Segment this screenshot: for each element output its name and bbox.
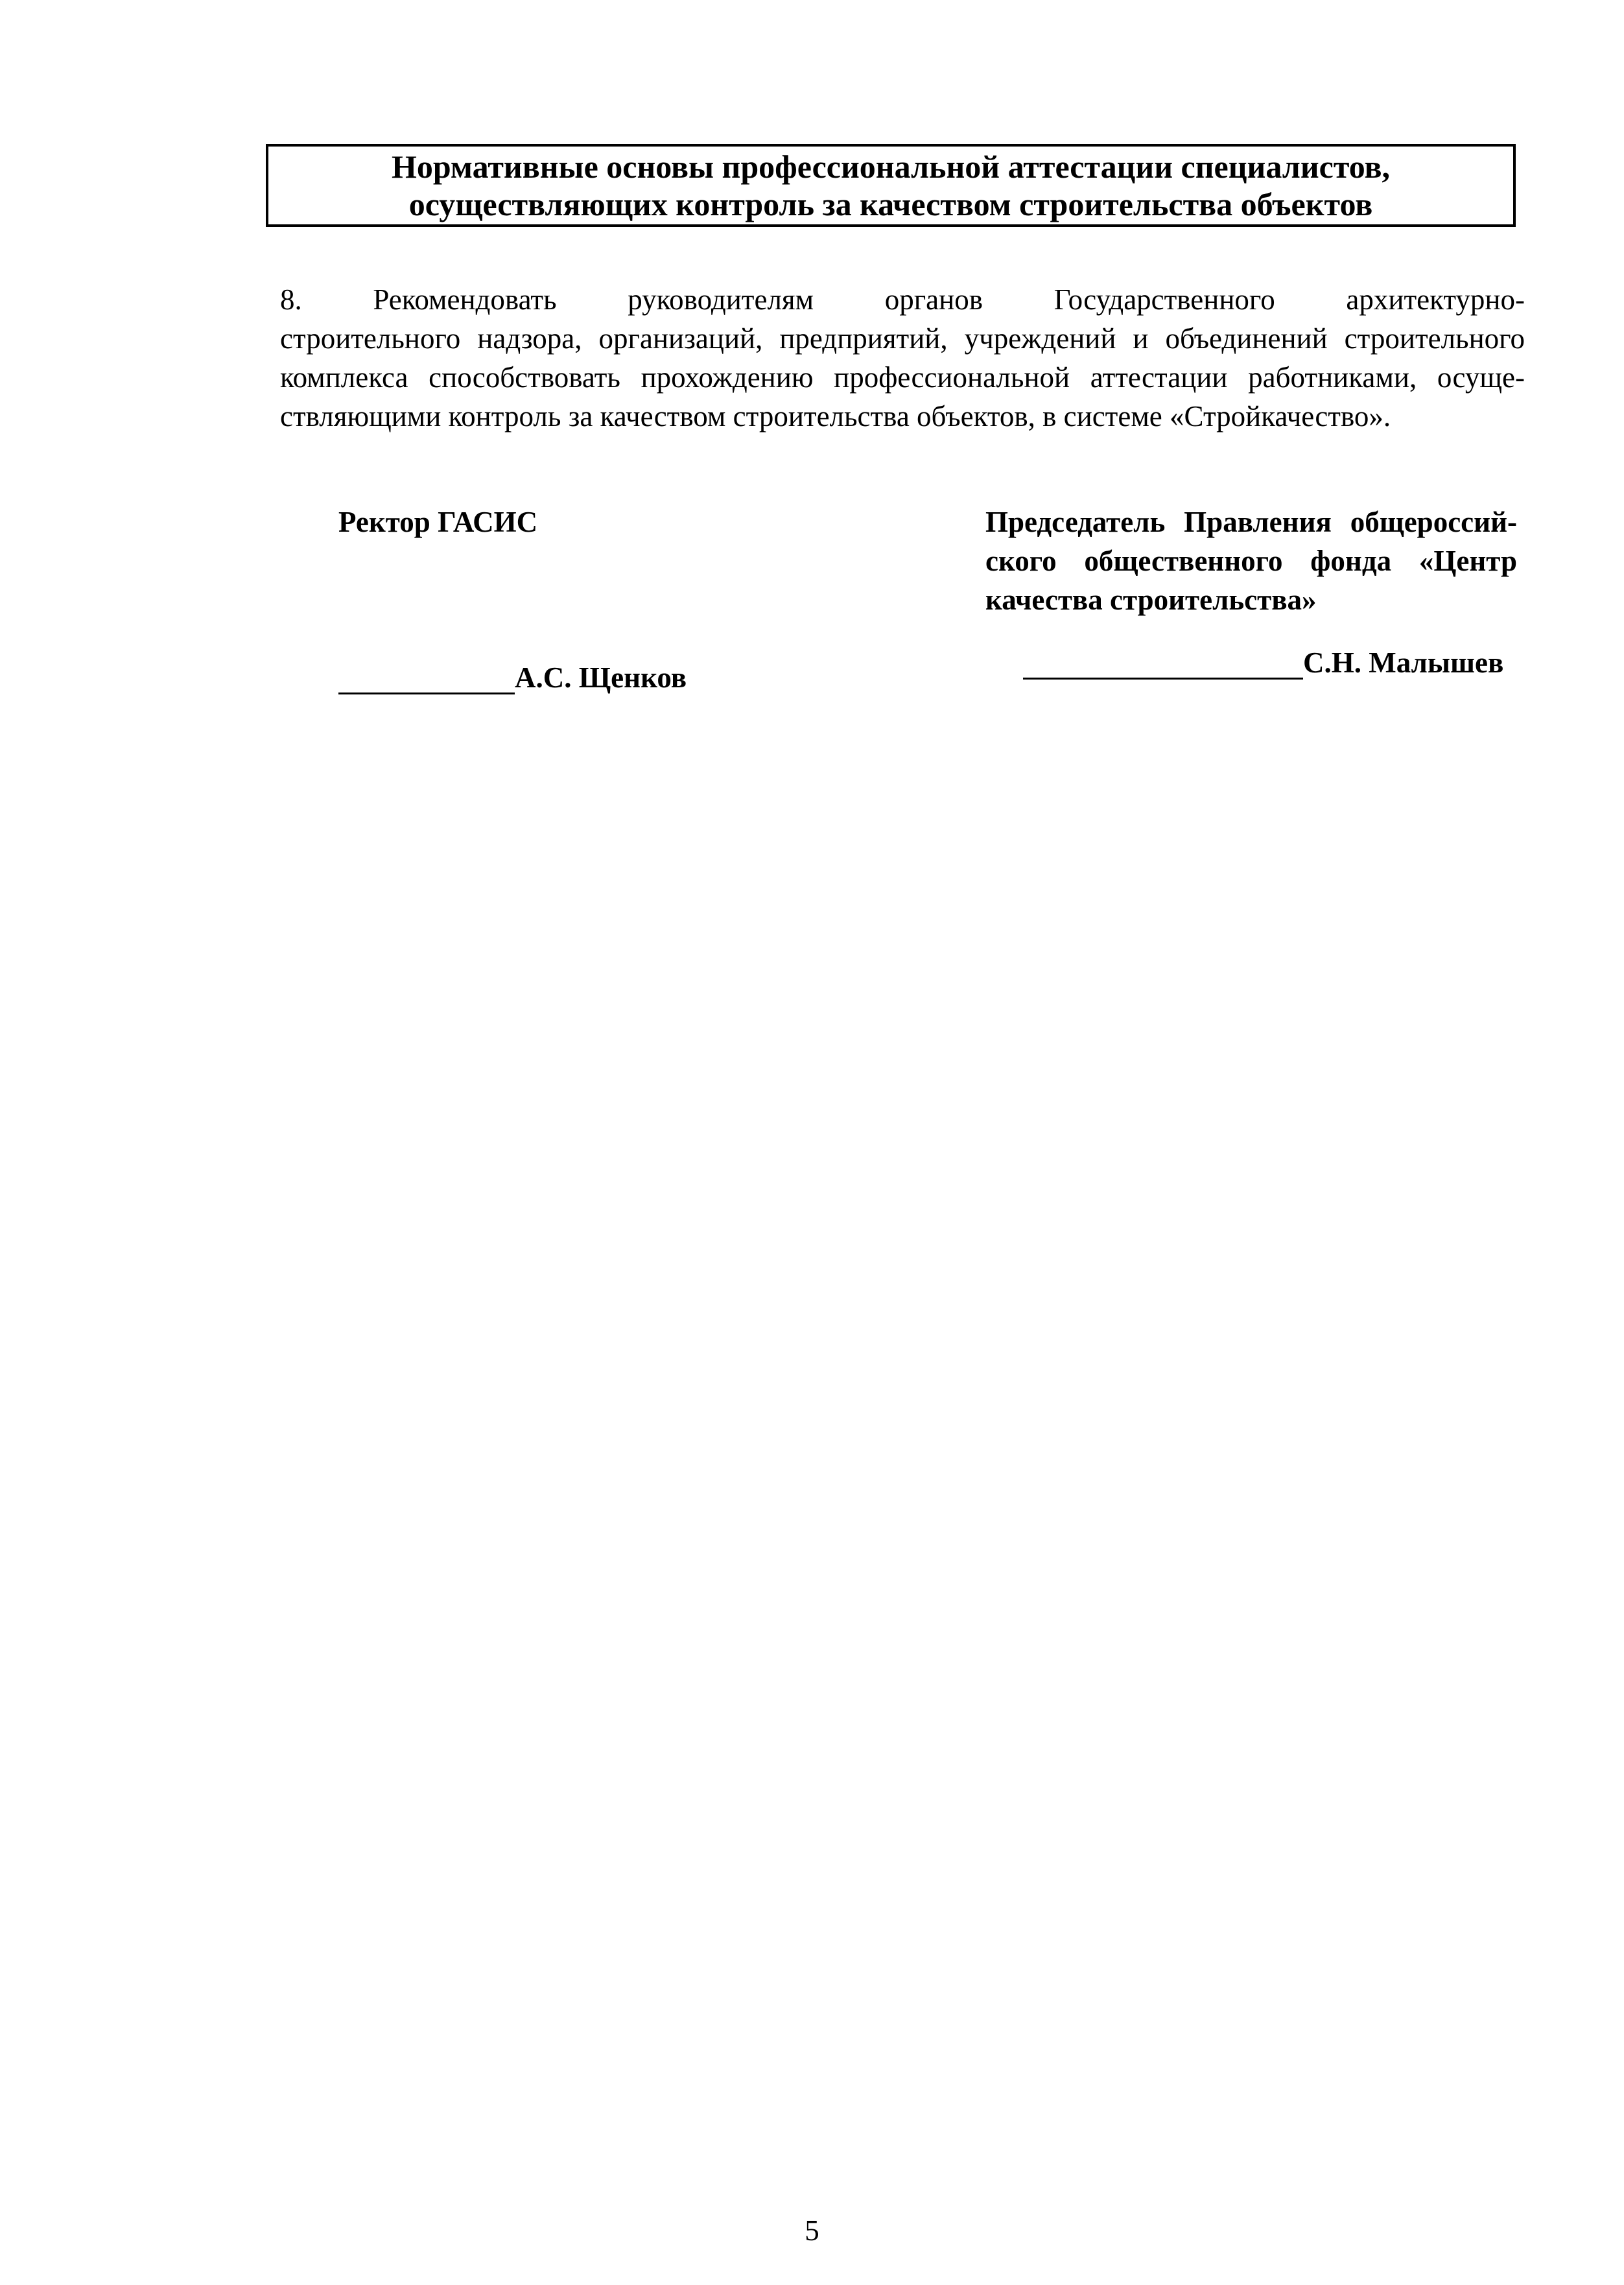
rector-title: Ректор ГАСИС [338,506,538,538]
rector-signature-line [338,693,515,694]
document-title-line-2: осуществляющих контроль за качеством строительства объектов [408,186,1373,222]
paragraph-line-4: ствляющими контроль за качеством строительства объектов, в системе «Стройкачество». [280,400,1391,432]
chairman-title-line-1: Председатель Правления общероссий- [985,506,1517,538]
paragraph-line-1: 8. Рекомендовать руководителям органов Государственного архитектурно- [280,283,1525,316]
chairman-name: С.Н. Малышев [1303,646,1504,679]
chairman-signature-line [1023,678,1303,680]
clause-8-paragraph [280,280,1525,436]
paragraph-line-3: комплекса способствовать прохождению профессиональной аттестации работниками, осуще- [280,361,1525,394]
chairman-title-line-2: ского общественного фонда «Центр [985,545,1517,577]
rector-name: А.С. Щенков [515,661,687,694]
paragraph-line-2: строительного надзора, организаций, предприятий, учреждений и объединений строительного [280,322,1525,355]
page-number: 5 [805,2214,819,2247]
document-title-line-1: Нормативные основы профессиональной аттестации специалистов, [391,148,1390,185]
chairman-title [985,503,1517,619]
document-title-box [266,144,1516,227]
chairman-title-line-3: качества строительства» [985,584,1317,616]
